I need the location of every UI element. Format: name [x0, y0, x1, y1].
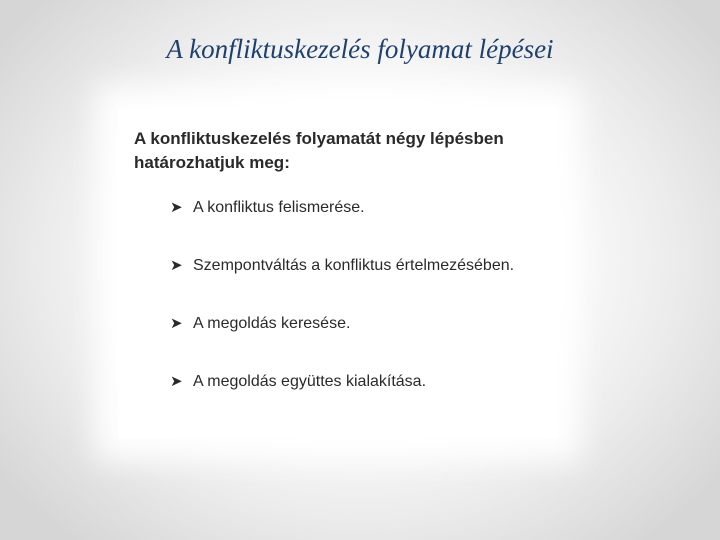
bullet-text: Szempontváltás a konfliktus értelmezésében. — [193, 257, 515, 274]
list-item — [170, 254, 530, 278]
arrow-bullet-icon: ➤ — [170, 199, 183, 216]
arrow-bullet-icon: ➤ — [170, 373, 183, 390]
bullet-text: A megoldás együttes kialakítása. — [193, 373, 427, 390]
list-item — [170, 370, 530, 394]
list-item — [170, 312, 530, 336]
arrow-bullet-icon: ➤ — [170, 257, 183, 274]
bullet-text: A konfliktus felismerése. — [193, 199, 365, 216]
intro-text: A konfliktuskezelés folyamatát négy lépésben határozhatjuk meg: — [134, 129, 504, 172]
slide-title: A konfliktuskezelés folyamat lépései — [166, 34, 554, 64]
list-item — [170, 196, 530, 220]
arrow-bullet-icon: ➤ — [170, 315, 183, 332]
bullet-text: A megoldás keresése. — [193, 315, 351, 332]
bullet-list — [170, 196, 530, 428]
